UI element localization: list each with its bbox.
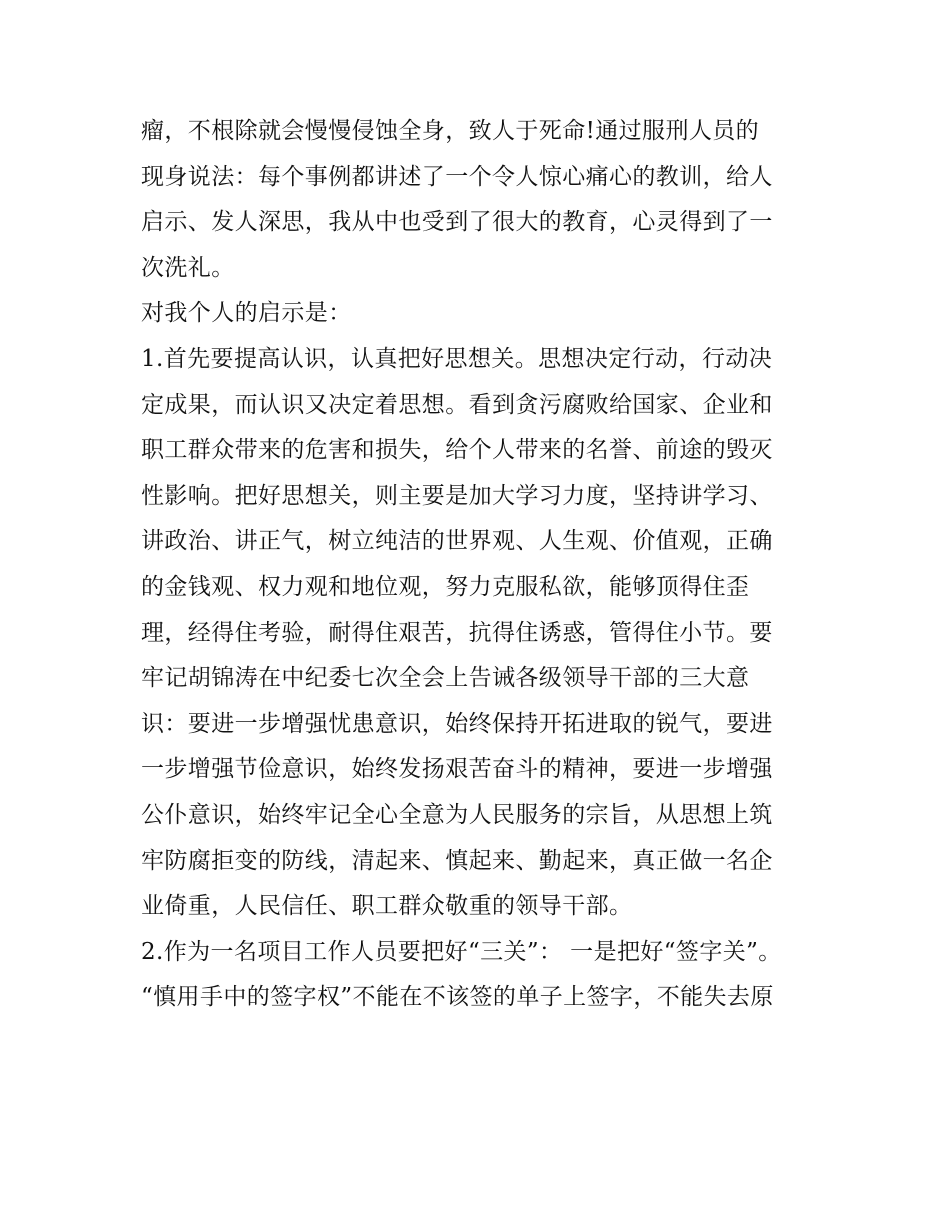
text-line: 性影响。把好思想关，则主要是加大学习力度，坚持讲学习、 (141, 482, 773, 509)
text-line: “慎用手中的签字权”不能在不该签的单子上签字，不能失去原 (141, 984, 774, 1011)
text-line: 对我个人的启示是： (141, 300, 352, 327)
text-line: 牢记胡锦涛在中纪委七次全会上告诫各级领导干部的三大意 (141, 665, 750, 692)
text-line: 公仆意识，始终牢记全心全意为人民服务的宗旨，从思想上筑 (141, 801, 773, 828)
text-line: 现身说法：每个事例都讲述了一个令人惊心痛心的教训，给人 (141, 163, 773, 190)
text-line: 启示、发人深思，我从中也受到了很大的教育，心灵得到了一 (141, 209, 773, 236)
text-line: 业倚重，人民信任、职工群众敬重的领导干部。 (141, 893, 633, 920)
text-line: 理，经得住考验，耐得住艰苦，抗得住诱惑，管得住小节。要 (141, 619, 773, 646)
text-line: 的金钱观、权力观和地位观，努力克服私欲，能够顶得住歪 (141, 573, 750, 600)
text-line: 1.首先要提高认识，认真把好思想关。思想决定行动，行动决 (141, 345, 773, 372)
text-line: 识：要进一步增强忧患意识，始终保持开拓进取的锐气，要进 (141, 710, 773, 737)
text-line: 讲政治、讲正气，树立纯洁的世界观、人生观、价值观，正确 (141, 528, 773, 555)
text-line: 2.作为一名项目工作人员要把好“三关”： 一是把好“签字关”。 (141, 938, 782, 965)
body-text (141, 109, 821, 1021)
text-line: 一步增强节俭意识，始终发扬艰苦奋斗的精神，要进一步增强 (141, 756, 773, 783)
text-line: 瘤，不根除就会慢慢侵蚀全身，致人于死命!通过服刑人员的 (141, 118, 760, 144)
text-line: 定成果，而认识又决定着思想。看到贪污腐败给国家、企业和 (141, 391, 773, 418)
text-line: 职工群众带来的危害和损失，给个人带来的名誉、前途的毁灭 (141, 437, 773, 464)
text-line: 牢防腐拒变的防线，清起来、慎起来、勤起来，真正做一名企 (141, 847, 773, 874)
text-line: 次洗礼。 (141, 254, 235, 281)
